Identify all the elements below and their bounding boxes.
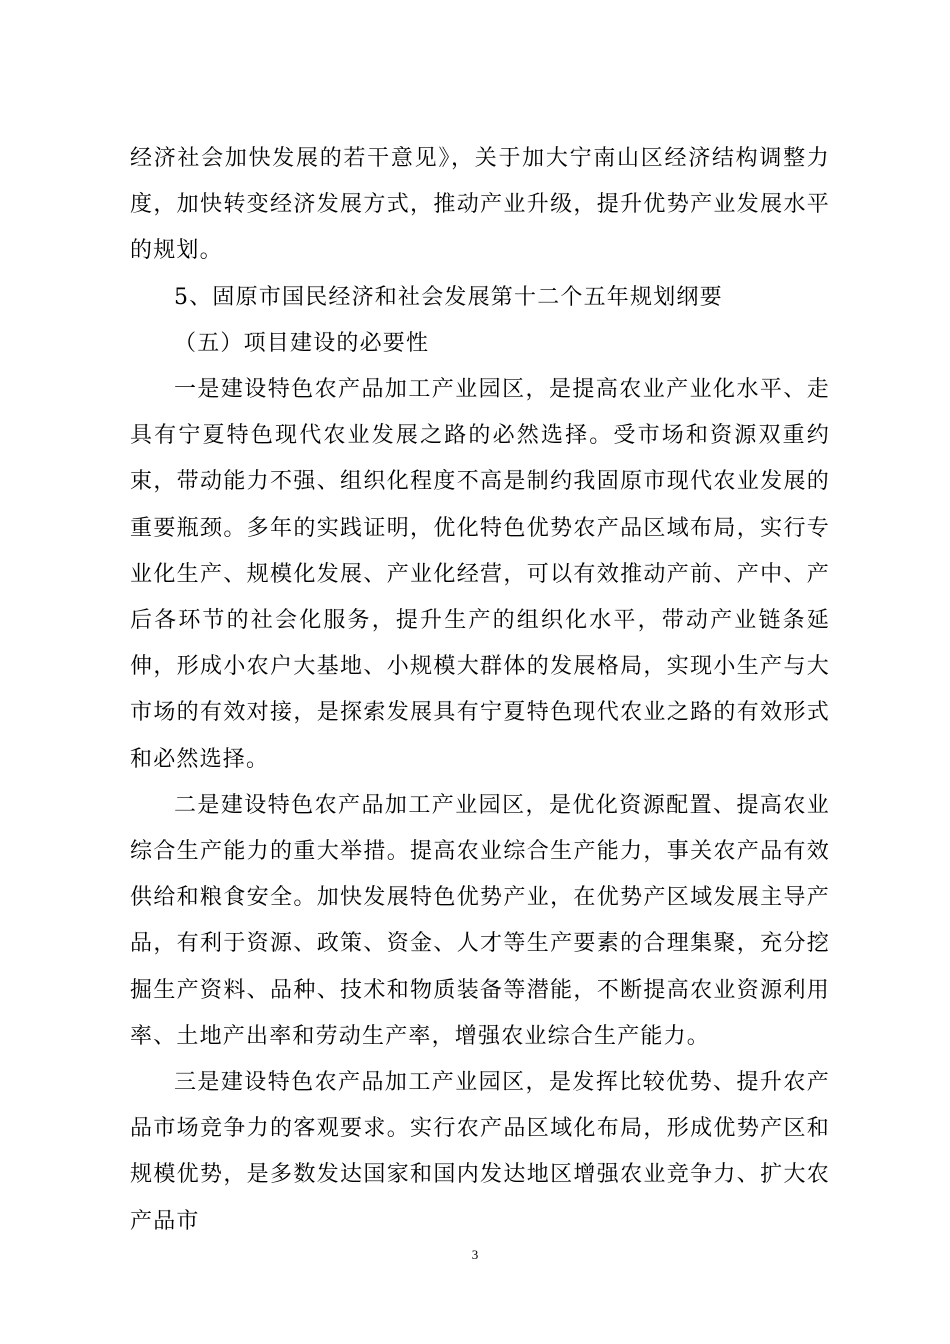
paragraph-point-two: 二是建设特色农产品加工产业园区，是优化资源配置、提高农业综合生产能力的重大举措。提高农业综合生产能力，事关农产品有效供给和粮食安全。加快发展特色优势产业，在优势产区域发展主导产品，有利于资源、政策、资金、人才等生产要素的合理集聚，充分挖掘生产资料、品种、技术和物质装备等潜能，不断提高农业资源利用率、土地产出率和劳动生产率，增强农业综合生产能力。 — [130, 792, 830, 1049]
page-number: 3 — [471, 1247, 479, 1262]
section-heading-necessity: （五）项目建设的必要性 — [174, 330, 430, 356]
paragraph-point-three: 三是建设特色农产品加工产业园区，是发挥比较优势、提升农产品市场竞争力的客观要求。实行农产品区域化布局，形成优势产区和规模优势，是多数发达国家和国内发达地区增强农业竞争力、扩大农产品市 — [130, 1070, 830, 1234]
body-text — [130, 136, 830, 1245]
paragraph-continuation: 经济社会加快发展的若干意见》，关于加大宁南山区经济结构调整力度，加快转变经济发展方式，推动产业升级，提升优势产业发展水平的规划。 — [130, 146, 830, 264]
paragraph-plan-item-5: 5、固原市国民经济和社会发展第十二个五年规划纲要 — [174, 284, 723, 310]
paragraph-point-one: 一是建设特色农产品加工产业园区，是提高农业产业化水平、走具有宁夏特色现代农业发展之路的必然选择。受市场和资源双重约束，带动能力不强、组织化程度不高是制约我固原市现代农业发展的重要瓶颈。多年的实践证明，优化特色优势农产品区域布局，实行专业化生产、规模化发展、产业化经营，可以有效推动产前、产中、产后各环节的社会化服务，提升生产的组织化水平，带动产业链条延伸，形成小农户大基地、小规模大群体的发展格局，实现小生产与大市场的有效对接，是探索发展具有宁夏特色现代农业之路的有效形式和必然选择。 — [130, 377, 830, 772]
